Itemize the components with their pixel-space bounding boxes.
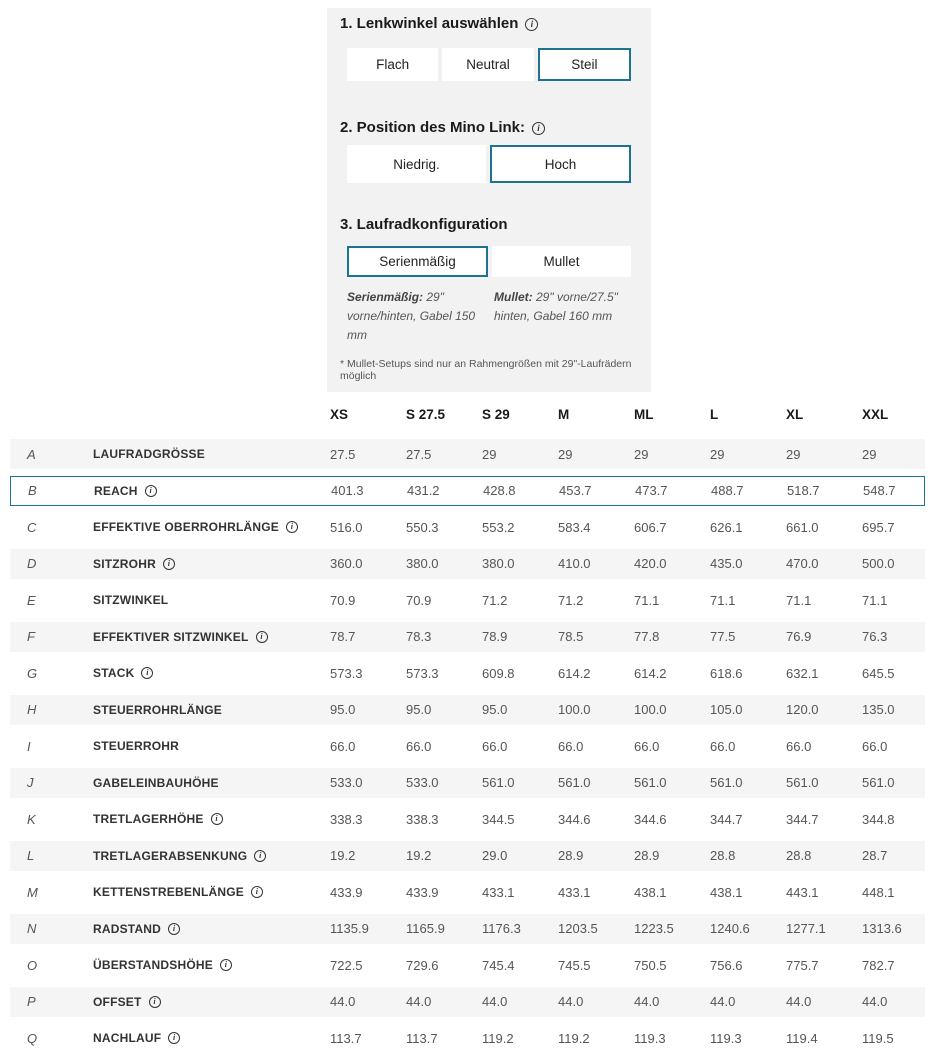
geometry-value: 428.8 <box>483 483 516 498</box>
geometry-value: 561.0 <box>710 775 743 790</box>
geometry-value: 29 <box>482 446 497 462</box>
geometry-value: 516.0 <box>330 519 363 535</box>
geometry-value: 533.0 <box>330 775 363 790</box>
row-label <box>93 995 330 1009</box>
geometry-value: 19.2 <box>330 848 356 863</box>
geometry-value: 27.5 <box>330 446 356 462</box>
geometry-value: 609.8 <box>482 665 515 681</box>
section-title <box>340 118 638 138</box>
geometry-value: 113.7 <box>330 1030 362 1046</box>
geometry-value: 119.2 <box>482 1030 514 1046</box>
geometry-value: 95.0 <box>406 702 432 717</box>
row-letter: E <box>27 592 36 608</box>
section-title <box>340 215 638 235</box>
row-label-text: STEUERROHR <box>93 739 180 753</box>
geometry-value: 29.0 <box>482 848 508 863</box>
info-icon[interactable]: i <box>254 850 266 862</box>
geometry-value: 71.1 <box>786 592 812 608</box>
info-icon[interactable]: i <box>286 521 298 533</box>
geometry-value: 77.5 <box>710 629 736 644</box>
geometry-value: 618.6 <box>710 665 743 681</box>
geometry-value: 29 <box>558 446 573 462</box>
table-row-nachlauf[interactable] <box>10 1023 925 1053</box>
geometry-value: 78.5 <box>558 629 584 644</box>
geometry-value: 518.7 <box>787 483 820 498</box>
geometry-value: 66.0 <box>634 738 660 754</box>
geometry-value: 95.0 <box>482 702 508 717</box>
row-label <box>93 812 330 826</box>
row-label-text: SITZWINKEL <box>93 593 169 607</box>
geometry-value: 561.0 <box>786 775 819 790</box>
geometry-value: 344.6 <box>634 811 667 827</box>
column-header-s-29: S 29 <box>482 407 510 422</box>
geometry-value: 27.5 <box>406 446 432 462</box>
info-icon[interactable]: i <box>168 1032 180 1044</box>
geometry-value: 100.0 <box>558 702 591 717</box>
geometry-value: 435.0 <box>710 556 743 571</box>
row-label <box>93 958 330 972</box>
option-button-flach[interactable]: Flach <box>347 48 438 81</box>
option-button-niedrig[interactable]: Niedrig. <box>347 145 486 183</box>
section-title-text: 2. Position des Mino Link: <box>340 119 526 136</box>
row-letter: D <box>27 556 37 571</box>
geometry-value: 420.0 <box>634 556 667 571</box>
row-label <box>93 849 330 863</box>
geometry-value: 561.0 <box>482 775 515 790</box>
row-label-text: NACHLAUF <box>93 1031 162 1045</box>
option-button-mullet[interactable]: Mullet <box>492 246 631 277</box>
geometry-value: 344.6 <box>558 811 591 827</box>
table-row-effektiver-sitzwinkel[interactable] <box>10 622 925 652</box>
geometry-value: 78.9 <box>482 629 508 644</box>
row-label-text: EFFEKTIVE OBERROHRLÄNGE <box>93 520 279 534</box>
geometry-value: 438.1 <box>634 884 667 900</box>
option-button-steil[interactable]: Steil <box>538 48 631 81</box>
config-panel <box>327 8 651 392</box>
geometry-value: 44.0 <box>406 994 432 1009</box>
row-label-text: EFFEKTIVER SITZWINKEL <box>93 629 249 644</box>
option-button-neutral[interactable]: Neutral <box>442 48 533 81</box>
geometry-value: 722.5 <box>330 957 363 973</box>
geometry-value: 775.7 <box>786 957 819 973</box>
geometry-value: 453.7 <box>559 483 592 498</box>
geometry-value: 550.3 <box>406 519 439 535</box>
geometry-value: 29 <box>862 446 877 462</box>
geometry-value: 553.2 <box>482 519 515 535</box>
geometry-value: 661.0 <box>786 519 819 535</box>
geometry-value: 44.0 <box>558 994 584 1009</box>
table-row-kettenstrebenl-nge[interactable] <box>10 877 925 907</box>
row-label-text: STACK <box>93 666 135 680</box>
geometry-value: 71.1 <box>862 592 888 608</box>
geometry-value: 344.7 <box>710 811 743 827</box>
geometry-value: 66.0 <box>786 738 812 754</box>
geometry-value: 695.7 <box>862 519 895 535</box>
geometry-value: 338.3 <box>406 811 439 827</box>
row-letter: L <box>27 848 35 863</box>
row-letter: P <box>27 994 36 1009</box>
row-letter: B <box>28 483 37 498</box>
table-row-stack[interactable] <box>10 658 925 688</box>
geometry-value: 28.9 <box>558 848 584 863</box>
config-section-2 <box>327 118 651 183</box>
column-header-xxl: XXL <box>862 407 889 422</box>
column-header-s-27-5: S 27.5 <box>406 407 446 422</box>
geometry-value: 105.0 <box>710 702 743 717</box>
table-row-sitzrohr[interactable] <box>10 549 925 579</box>
row-letter: J <box>27 775 34 790</box>
column-header-m: M <box>558 407 570 422</box>
option-button-serienm-ig[interactable]: Serienmäßig <box>347 246 488 277</box>
geometry-value: 561.0 <box>862 775 895 790</box>
section-options <box>347 145 631 183</box>
info-icon[interactable]: i <box>145 485 157 497</box>
geometry-value: 70.9 <box>330 592 356 608</box>
info-icon[interactable]: i <box>251 886 263 898</box>
section-title <box>340 14 638 34</box>
geometry-value: 119.4 <box>786 1030 818 1046</box>
info-icon[interactable]: i <box>141 667 153 679</box>
row-letter: Q <box>27 1030 38 1046</box>
geometry-value: 433.1 <box>482 884 515 900</box>
section-options <box>347 246 631 277</box>
row-label <box>93 630 330 644</box>
geometry-value: 77.8 <box>634 629 660 644</box>
geometry-value: 745.4 <box>482 957 515 973</box>
geometry-value: 433.9 <box>330 884 363 900</box>
info-icon[interactable]: i <box>532 122 545 135</box>
geometry-value: 473.7 <box>635 483 668 498</box>
geometry-value: 44.0 <box>330 994 356 1009</box>
geometry-value: 119.3 <box>634 1030 666 1046</box>
geometry-value: 573.3 <box>330 665 363 681</box>
table-row-gabeleinbauh-he[interactable] <box>10 768 925 798</box>
description-mullet: Mullet: 29" vorne/27.5" hinten, Gabel 160 mm <box>494 290 618 323</box>
geometry-value: 750.5 <box>634 957 667 973</box>
geometry-value: 1223.5 <box>634 921 674 936</box>
config-section-1 <box>327 14 651 81</box>
geometry-value: 1203.5 <box>558 921 598 936</box>
geometry-value: 533.0 <box>406 775 439 790</box>
geometry-value: 44.0 <box>710 994 736 1009</box>
geometry-value: 135.0 <box>862 702 895 717</box>
geometry-value: 1176.3 <box>482 921 521 936</box>
row-letter: N <box>27 921 37 936</box>
row-letter: F <box>27 629 35 644</box>
geometry-value: 380.0 <box>482 556 515 571</box>
geometry-value: 438.1 <box>710 884 743 900</box>
table-row-tretlagerabsenkung[interactable] <box>10 841 925 871</box>
row-label <box>93 593 330 607</box>
geometry-value: 66.0 <box>406 738 432 754</box>
row-letter: G <box>27 665 38 681</box>
row-letter: H <box>27 702 37 717</box>
table-row-berstandsh-he[interactable] <box>10 950 925 980</box>
geometry-value: 729.6 <box>406 957 439 973</box>
row-label <box>93 557 330 571</box>
geometry-value: 95.0 <box>330 702 356 717</box>
geometry-value: 433.1 <box>558 884 591 900</box>
geometry-value: 606.7 <box>634 519 667 535</box>
geometry-value: 632.1 <box>786 665 819 681</box>
row-label-text: KETTENSTREBENLÄNGE <box>93 885 244 899</box>
geometry-value: 626.1 <box>710 519 743 535</box>
geometry-value: 70.9 <box>406 592 432 608</box>
section-title-text: 3. Laufradkonfiguration <box>340 216 508 233</box>
mullet-footnote: * Mullet-Setups sind nur an Rahmengrößen mit 29"-Laufrädern möglich <box>340 358 632 382</box>
geometry-value: 448.1 <box>862 884 895 900</box>
geometry-value: 645.5 <box>862 665 895 681</box>
description-serienm-ig: Serienmäßig: 29" vorne/hinten, Gabel 150 mm <box>347 290 476 342</box>
table-row-sitzwinkel[interactable] <box>10 585 925 615</box>
geometry-value: 71.2 <box>482 592 508 608</box>
geometry-value: 401.3 <box>331 483 364 498</box>
geometry-value: 782.7 <box>862 957 895 973</box>
geometry-value: 360.0 <box>330 556 363 571</box>
wheel-config-descriptions <box>347 288 631 345</box>
table-row-laufradgr-sse[interactable] <box>10 439 925 469</box>
geometry-value: 344.8 <box>862 811 895 827</box>
section-options <box>347 48 631 81</box>
info-icon[interactable]: i <box>256 631 268 643</box>
row-label <box>93 922 330 936</box>
geometry-value: 410.0 <box>558 556 591 571</box>
row-label-text: RADSTAND <box>93 921 162 936</box>
geometry-value: 756.6 <box>710 957 743 973</box>
geometry-value: 548.7 <box>863 483 896 498</box>
option-button-hoch[interactable]: Hoch <box>490 145 631 183</box>
info-icon[interactable]: i <box>211 813 223 825</box>
geometry-value: 44.0 <box>862 994 888 1009</box>
column-header-l: L <box>710 407 719 422</box>
info-icon[interactable]: i <box>525 18 538 31</box>
geometry-table-body <box>0 439 937 1053</box>
row-letter: M <box>27 884 38 900</box>
row-label-text: LAUFRADGRÖSSE <box>93 447 205 461</box>
row-label <box>93 776 330 790</box>
table-row-steuerrohrl-nge[interactable] <box>10 695 925 725</box>
column-header-xs: XS <box>330 407 349 422</box>
geometry-value: 443.1 <box>786 884 819 900</box>
geometry-value: 119.5 <box>862 1030 894 1046</box>
row-label-text: SITZROHR <box>93 556 156 571</box>
row-letter: C <box>27 519 37 535</box>
geometry-value: 583.4 <box>558 519 591 535</box>
row-letter: K <box>27 811 36 827</box>
row-label <box>93 1031 330 1045</box>
geometry-value: 100.0 <box>634 702 667 717</box>
row-letter: O <box>27 957 38 973</box>
geometry-value: 470.0 <box>786 556 819 571</box>
geometry-value: 66.0 <box>558 738 584 754</box>
geometry-value: 44.0 <box>482 994 508 1009</box>
geometry-value: 44.0 <box>634 994 660 1009</box>
geometry-value: 29 <box>710 446 725 462</box>
geometry-value: 19.2 <box>406 848 432 863</box>
column-header-xl: XL <box>786 407 804 422</box>
geometry-value: 561.0 <box>634 775 667 790</box>
geometry-value: 431.2 <box>407 483 440 498</box>
geometry-value: 44.0 <box>786 994 812 1009</box>
geometry-value: 344.5 <box>482 811 515 827</box>
row-letter: I <box>27 738 31 754</box>
table-row-steuerrohr[interactable] <box>10 731 925 761</box>
geometry-value: 433.9 <box>406 884 439 900</box>
geometry-value: 29 <box>634 446 649 462</box>
geometry-value: 66.0 <box>330 738 356 754</box>
info-icon[interactable]: i <box>163 558 175 570</box>
row-label <box>94 484 331 498</box>
geometry-value: 28.8 <box>710 848 736 863</box>
geometry-value: 71.2 <box>558 592 584 608</box>
geometry-value: 71.1 <box>634 592 660 608</box>
geometry-value: 745.5 <box>558 957 591 973</box>
geometry-value: 614.2 <box>634 665 667 681</box>
geometry-value: 29 <box>786 446 801 462</box>
geometry-value: 120.0 <box>786 702 819 717</box>
geometry-value: 113.7 <box>406 1030 438 1046</box>
geometry-value: 66.0 <box>710 738 736 754</box>
row-label-text: STEUERROHRLÄNGE <box>93 702 223 717</box>
geometry-value: 76.3 <box>862 629 888 644</box>
geometry-value: 119.2 <box>558 1030 590 1046</box>
geometry-value: 500.0 <box>862 556 895 571</box>
table-row-radstand[interactable] <box>10 914 925 944</box>
geometry-value: 66.0 <box>862 738 888 754</box>
row-letter: A <box>27 446 36 462</box>
info-icon[interactable]: i <box>220 959 232 971</box>
table-row-offset[interactable] <box>10 987 925 1017</box>
geometry-value: 344.7 <box>786 811 819 827</box>
geometry-value: 28.7 <box>862 848 888 863</box>
row-label <box>93 703 330 717</box>
geometry-value: 71.1 <box>710 592 736 608</box>
geometry-value: 28.9 <box>634 848 660 863</box>
info-icon[interactable]: i <box>168 923 180 935</box>
geometry-value: 561.0 <box>558 775 591 790</box>
geometry-value: 66.0 <box>482 738 508 754</box>
geometry-value: 78.7 <box>330 629 356 644</box>
size-header-row <box>10 397 925 439</box>
row-label-text: TRETLAGERABSENKUNG <box>93 848 248 863</box>
geometry-value: 1165.9 <box>406 921 445 936</box>
table-row-tretlagerh-he[interactable] <box>10 804 925 834</box>
geometry-value: 1135.9 <box>330 921 369 936</box>
geometry-value: 380.0 <box>406 556 439 571</box>
row-label <box>93 739 330 753</box>
section-title-text: 1. Lenkwinkel auswählen <box>340 15 519 32</box>
header-spacer <box>27 407 330 422</box>
geometry-value: 119.3 <box>710 1030 742 1046</box>
geometry-value: 614.2 <box>558 665 591 681</box>
row-label <box>93 520 330 534</box>
row-label <box>93 447 330 461</box>
column-header-ml: ML <box>634 407 654 422</box>
geometry-value: 1277.1 <box>786 921 826 936</box>
row-label <box>93 666 330 680</box>
row-label-text: TRETLAGERHÖHE <box>93 812 204 826</box>
table-row-effektive-oberrohrl-nge[interactable] <box>10 512 925 542</box>
geometry-value: 573.3 <box>406 665 439 681</box>
geometry-value: 28.8 <box>786 848 812 863</box>
info-icon[interactable]: i <box>149 996 161 1008</box>
geometry-value: 338.3 <box>330 811 363 827</box>
geometry-value: 78.3 <box>406 629 432 644</box>
config-sections <box>327 14 651 345</box>
geometry-value: 488.7 <box>711 483 744 498</box>
config-section-3 <box>327 215 651 345</box>
geometry-value: 76.9 <box>786 629 812 644</box>
row-label-text: REACH <box>94 483 138 498</box>
row-label-text: OFFSET <box>93 994 142 1009</box>
row-label-text: GABELEINBAUHÖHE <box>93 775 219 790</box>
table-row-reach[interactable] <box>10 476 925 506</box>
row-label <box>93 885 330 899</box>
row-label-text: ÜBERSTANDSHÖHE <box>93 958 213 972</box>
geometry-value: 1313.6 <box>862 921 902 936</box>
geometry-value: 1240.6 <box>710 921 750 936</box>
geometry-table <box>0 397 937 1059</box>
